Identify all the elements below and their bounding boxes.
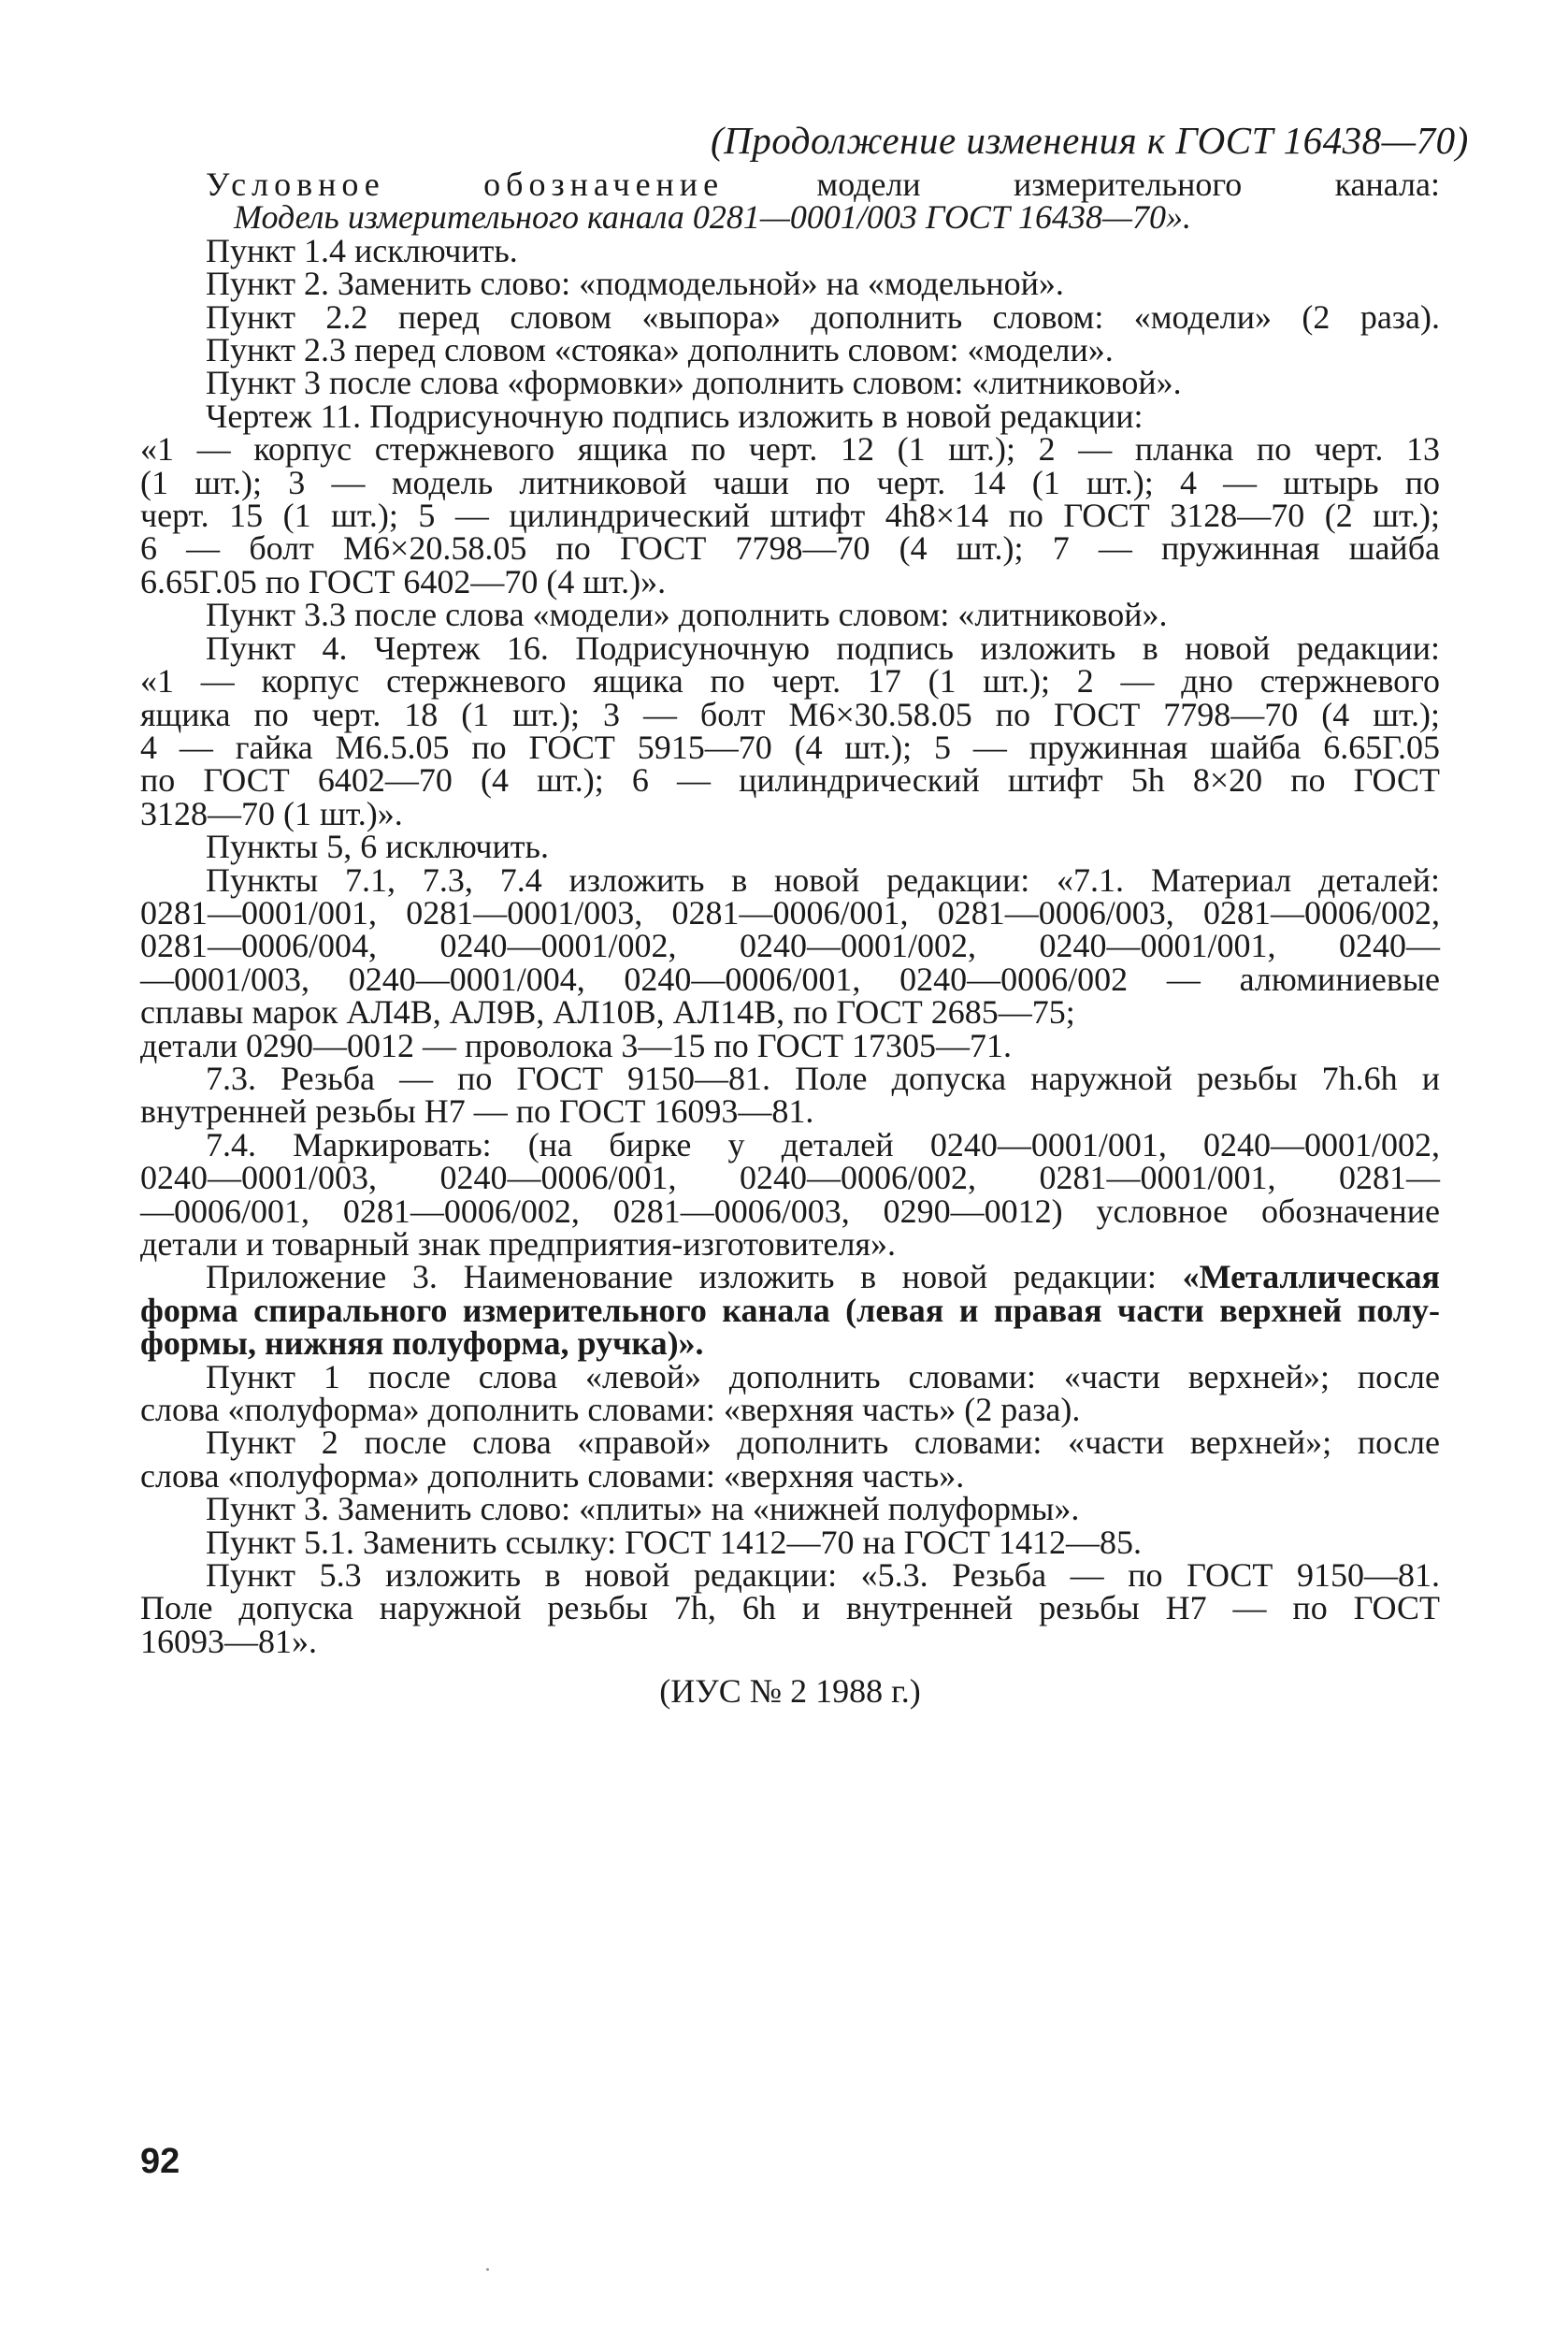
text-line: Пункт 2 после слова «правой» дополнить словами: «части верхней»; после bbox=[206, 1423, 1440, 1462]
text-line: Пункт 2. Заменить слово: «подмодельной» на «модельной». bbox=[206, 265, 1064, 303]
text-line: слова «полуформа» дополнить словами: «верхняя часть» (2 раза). bbox=[140, 1391, 1081, 1429]
text-line: Пункт 4. Чертеж 16. Подрисуночную подпись изложить в новой редакции: bbox=[206, 629, 1440, 667]
text-line: слова «полуформа» дополнить словами: «верхняя часть». bbox=[140, 1456, 965, 1495]
page-number: 92 bbox=[140, 2142, 180, 2181]
text-line: Поле допуска наружной резьбы 7h, 6h и внутренней резьбы Н7 — по ГОСТ bbox=[140, 1589, 1440, 1627]
appendix-title-line: форма спирального измерительного канала (левая и правая части верхней полу- bbox=[140, 1291, 1440, 1329]
text-line: детали и товарный знак предприятия-изготовителя». bbox=[140, 1225, 897, 1263]
text-line: Пункт 5.1. Заменить ссылку: ГОСТ 1412—70 на ГОСТ 1412—85. bbox=[206, 1523, 1143, 1561]
text-line: Пункт 2.3 перед словом «стояка» дополнить словом: «модели». bbox=[206, 331, 1114, 369]
text-line: 7.4. Маркировать: (на бирке у деталей 0240—0001/001, 0240—0001/002, bbox=[206, 1125, 1440, 1163]
text-line: 0281—0006/004, 0240—0001/002, 0240—0001/002, 0240—0001/001, 0240— bbox=[140, 927, 1440, 965]
text-line: по ГОСТ 6402—70 (4 шт.); 6 — цилиндрический штифт 5h 8×20 по ГОСТ bbox=[140, 761, 1440, 800]
designation-line bbox=[140, 168, 1440, 201]
text-line: «1 — корпус стержневого ящика по черт. 12 (1 шт.); 2 — планка по черт. 13 bbox=[140, 430, 1440, 469]
text-line: черт. 15 (1 шт.); 5 — цилиндрический штифт 4h8×14 по ГОСТ 3128—70 (2 шт.); bbox=[140, 497, 1440, 535]
ius-reference: (ИУС № 2 1988 г.) bbox=[659, 1672, 921, 1711]
text-line: Пункт 2.2 перед словом «выпора» дополнить словом: «модели» (2 раза). bbox=[206, 297, 1440, 336]
appendix-title-line: формы, нижняя полуформа, ручка)». bbox=[140, 1324, 704, 1363]
continuation-header: (Продолжение изменения к ГОСТ 16438—70) bbox=[711, 119, 1469, 162]
text-line: детали 0290—0012 — проволока 3—15 по ГОСТ 17305—71. bbox=[140, 1026, 1013, 1064]
designation-rest: модели измерительного канала: bbox=[816, 166, 1440, 203]
appendix-title-line bbox=[140, 1258, 1440, 1296]
text-line: 6 — болт М6×20.58.05 по ГОСТ 7798—70 (4 шт.); 7 — пружинная шайба bbox=[140, 529, 1440, 568]
text-line: Пункты 7.1, 7.3, 7.4 изложить в новой редакции: «7.1. Материал деталей: bbox=[206, 860, 1440, 899]
text-line: 6.65Г.05 по ГОСТ 6402—70 (4 шт.)». bbox=[140, 562, 667, 600]
text-line: (1 шт.); 3 — модель литниковой чаши по черт. 14 (1 шт.); 4 — штырь по bbox=[140, 463, 1440, 501]
text-line: Пункт 1.4 исключить. bbox=[206, 231, 518, 269]
text-line: внутренней резьбы Н7 — по ГОСТ 16093—81. bbox=[140, 1092, 814, 1131]
text-line: «1 — корпус стержневого ящика по черт. 17 (1 шт.); 2 — дно стержневого bbox=[140, 662, 1440, 701]
text-line: 4 — гайка М6.5.05 по ГОСТ 5915—70 (4 шт.); 5 — пружинная шайба 6.65Г.05 bbox=[140, 728, 1440, 766]
appendix-title-start: «Металлическая bbox=[1182, 1258, 1440, 1296]
designation-example: Модель измерительного канала 0281—0001/003 ГОСТ 16438—70». bbox=[234, 198, 1191, 237]
text-line: Пункт 3.3 после слова «модели» дополнить словом: «литниковой». bbox=[206, 596, 1168, 634]
text-line: 3128—70 (1 шт.)». bbox=[140, 794, 403, 832]
text-line: ящика по черт. 18 (1 шт.); 3 — болт М6×30.58.05 по ГОСТ 7798—70 (4 шт.); bbox=[140, 695, 1440, 733]
text-line: Пункт 5.3 изложить в новой редакции: «5.3. Резьба — по ГОСТ 9150—81. bbox=[206, 1556, 1440, 1595]
text-line: 7.3. Резьба — по ГОСТ 9150—81. Поле допуска наружной резьбы 7h.6h и bbox=[206, 1059, 1440, 1097]
text-line: Пункт 3. Заменить слово: «плиты» на «нижней полуформы». bbox=[206, 1490, 1080, 1528]
text-line: 0281—0001/001, 0281—0001/003, 0281—0006/001, 0281—0006/003, 0281—0006/002, bbox=[140, 893, 1440, 932]
text-line: сплавы марок АЛ4В, АЛ9В, АЛ10В, АЛ14В, по ГОСТ 2685—75; bbox=[140, 993, 1075, 1032]
text-line: —0006/001, 0281—0006/002, 0281—0006/003, 0290—0012) условное обозначение bbox=[140, 1192, 1440, 1230]
designation-label: Условное обозначение bbox=[206, 166, 725, 203]
text-line: 0240—0001/003, 0240—0006/001, 0240—0006/002, 0281—0001/001, 0281— bbox=[140, 1159, 1440, 1197]
text-line: Пункты 5, 6 исключить. bbox=[206, 828, 549, 866]
text-line: Чертеж 11. Подрисуночную подпись изложить в новой редакции: bbox=[206, 397, 1144, 435]
text-line: 16093—81». bbox=[140, 1622, 317, 1660]
text-line: Пункт 3 после слова «формовки» дополнить словом: «литниковой». bbox=[206, 364, 1182, 402]
text-line: Пункт 1 после слова «левой» дополнить словами: «части верхней»; после bbox=[206, 1357, 1440, 1395]
text-line: —0001/003, 0240—0001/004, 0240—0006/001, 0240—0006/002 — алюминиевые bbox=[140, 960, 1440, 998]
appendix-intro: Приложение 3. Наименование изложить в новой редакции: bbox=[206, 1258, 1183, 1296]
document-body bbox=[140, 168, 1440, 1709]
scan-speck bbox=[486, 2268, 489, 2271]
